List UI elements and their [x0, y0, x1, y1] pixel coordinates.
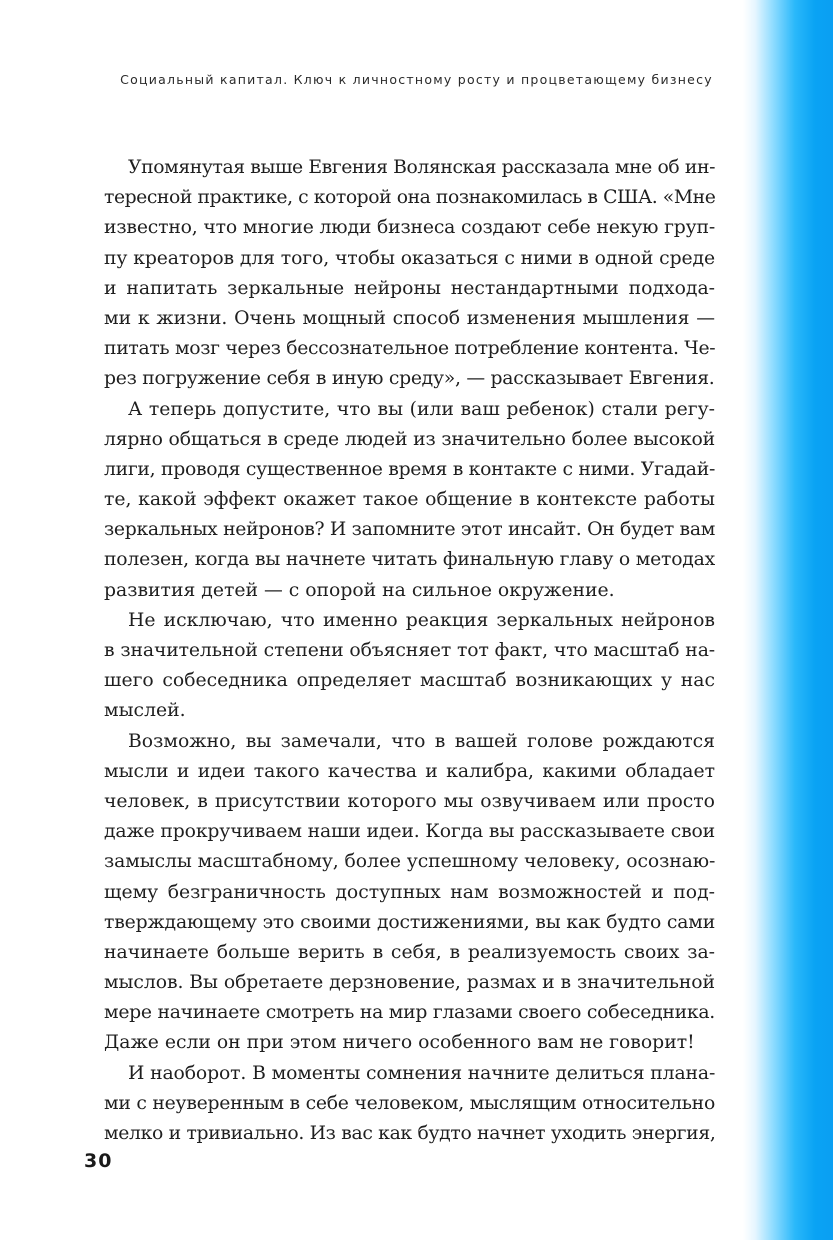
- text-line: лиги, проводя существенное время в контакте с ними. Угадай-: [104, 458, 715, 480]
- text-line: Даже если он при этом ничего особенного вам не говорит!: [104, 1032, 695, 1054]
- text-line: Не исключаю, что именно реакция зеркальных нейронов: [128, 609, 715, 631]
- text-line: мере начинаете смотреть на мир глазами своего собеседника.: [104, 1002, 715, 1024]
- text-line: мыслей.: [104, 700, 186, 722]
- text-line: полезен, когда вы начнете читать финальную главу о методах: [104, 549, 715, 571]
- text-line: мыслов. Вы обретаете дерзновение, размах и в значительной: [104, 972, 715, 994]
- text-line: замыслы масштабному, более успешному человеку, осознаю-: [104, 851, 716, 873]
- text-line: даже прокручиваем наши идеи. Когда вы рассказываете свои: [104, 821, 716, 843]
- text-line: тересной практике, с которой она познакомилась в США. «Мне: [104, 187, 716, 209]
- paragraph: [104, 395, 715, 606]
- page-edge-color-bar: [743, 0, 833, 1240]
- paragraph: [104, 1059, 715, 1150]
- text-line: питать мозг через бессознательное потребление контента. Че-: [104, 338, 716, 360]
- running-head: Социальный капитал. Ключ к личностному росту и процветающему бизнесу: [120, 72, 713, 87]
- text-line: мелко и тривиально. Из вас как будто начнет уходить энергия,: [104, 1123, 716, 1144]
- text-line: ми с неуверенным в себе человеком, мыслящим относительно: [104, 1092, 715, 1114]
- text-line: известно, что многие люди бизнеса создают себе некую груп-: [104, 217, 715, 239]
- text-line: А теперь допустите, что вы (или ваш ребенок) стали регу-: [128, 398, 715, 420]
- text-line: зеркальных нейронов? И запомните этот инсайт. Он будет вам: [104, 519, 716, 541]
- text-line: те, какой эффект окажет такое общение в контексте работы: [104, 489, 715, 511]
- paragraph: [104, 606, 715, 727]
- text-line: пу креаторов для того, чтобы оказаться с ними в одной среде: [104, 247, 715, 269]
- text-line: начинаете больше верить в себя, в реализуемость своих за-: [104, 941, 715, 963]
- body-text: [104, 153, 715, 1149]
- text-line: лярно общаться в среде людей из значительно более высокой: [104, 428, 715, 450]
- page-number: 30: [84, 1150, 113, 1172]
- text-line: Упомянутая выше Евгения Волянская рассказала мне об ин-: [128, 157, 715, 178]
- text-line: И наоборот. В моменты сомнения начните делиться плана-: [128, 1062, 716, 1084]
- paragraph: [104, 727, 715, 1059]
- text-line: тверждающему это своими достижениями, вы как будто сами: [104, 911, 716, 933]
- text-line: и напитать зеркальные нейроны нестандартными подхода-: [104, 277, 715, 299]
- text-line: развития детей — с опорой на сильное окружение.: [104, 579, 615, 601]
- text-line: ми к жизни. Очень мощный способ изменения мышления —: [104, 307, 715, 329]
- text-line: шего собеседника определяет масштаб возникающих у нас: [104, 670, 715, 692]
- text-line: Возможно, вы замечали, что в вашей голове рождаются: [128, 730, 715, 752]
- text-line: мысли и идеи такого качества и калибра, какими обладает: [104, 760, 715, 782]
- paragraph: [104, 153, 715, 395]
- text-line: щему безграничность доступных нам возможностей и под-: [104, 881, 715, 903]
- text-line: в значительной степени объясняет тот факт, что масштаб на-: [104, 640, 715, 661]
- text-line: человек, в присутствии которого мы озвучиваем или просто: [104, 790, 715, 812]
- text-line: рез погружение себя в иную среду», — рассказывает Евгения.: [104, 368, 715, 390]
